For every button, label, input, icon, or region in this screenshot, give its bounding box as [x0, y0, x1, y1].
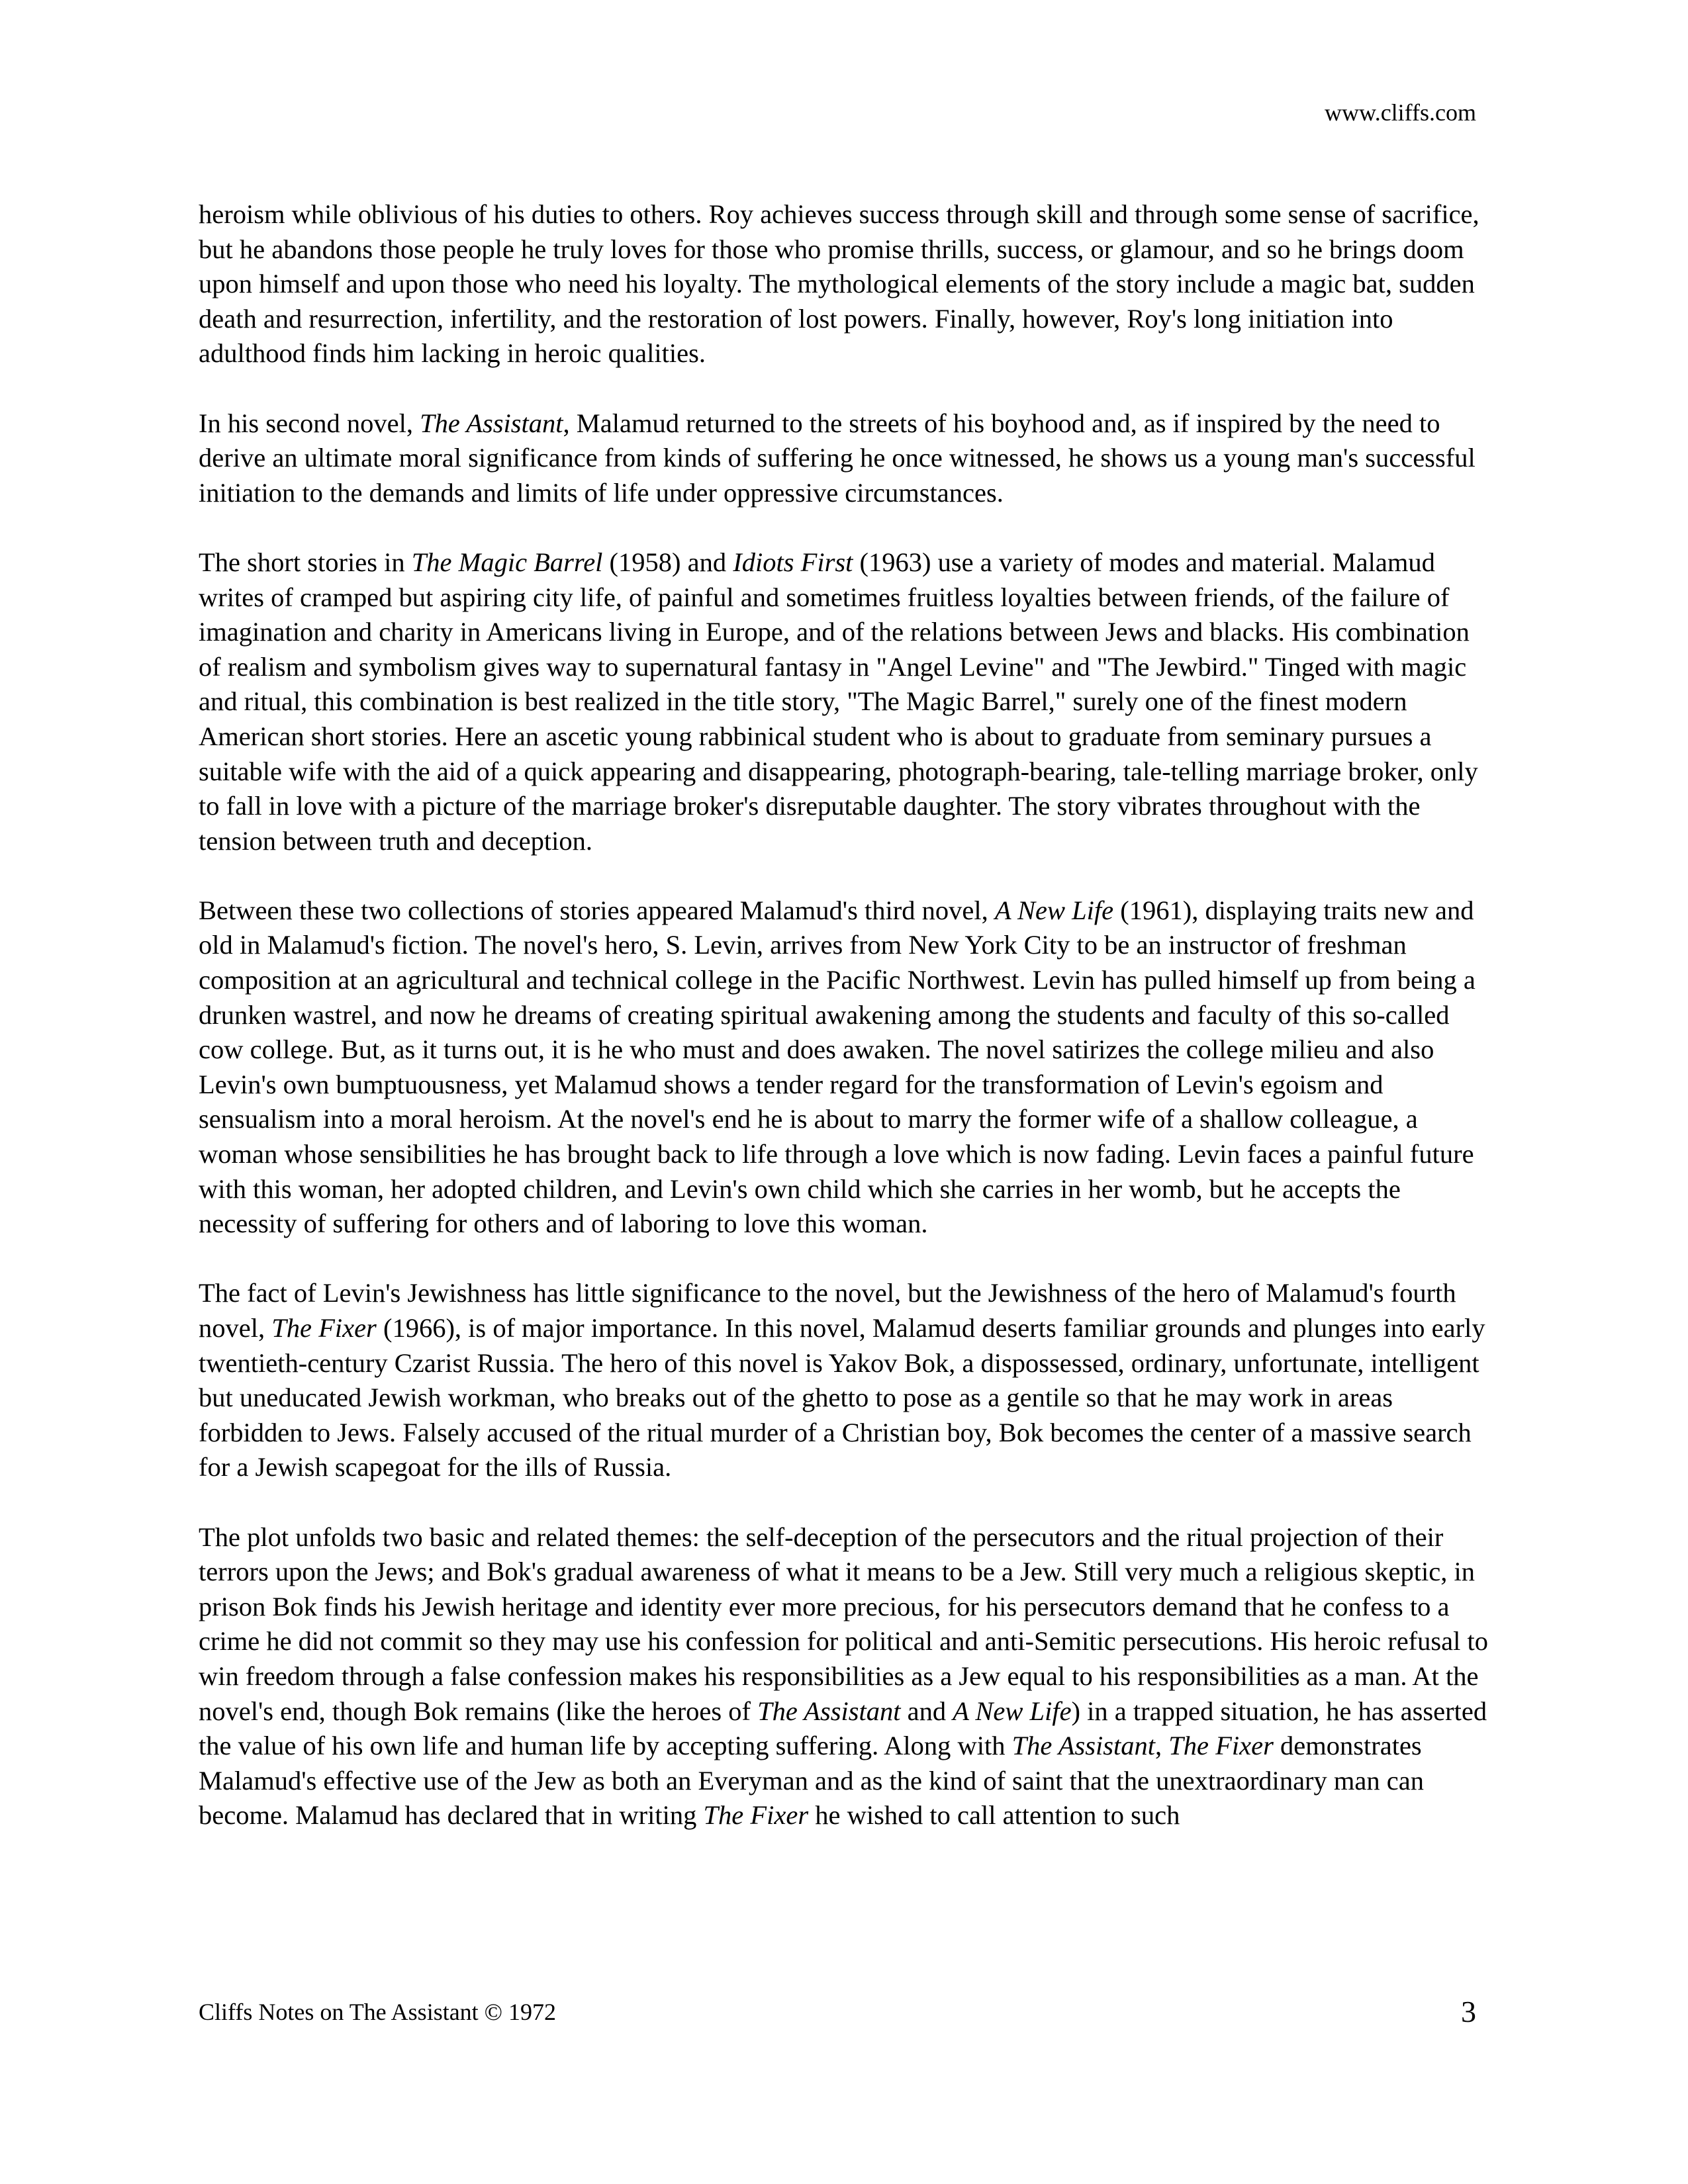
- text-run: and: [900, 1696, 953, 1726]
- text-run: (1958) and: [602, 547, 733, 577]
- book-title: A New Life: [953, 1696, 1072, 1726]
- text-run: In his second novel,: [199, 408, 420, 438]
- book-title: The Fixer: [1168, 1731, 1274, 1761]
- paragraph: [199, 545, 1489, 858]
- book-title: The Assistant: [420, 408, 563, 438]
- page-number: 3: [1461, 1995, 1476, 2028]
- text-run: , Malamud returned to the streets of his boyhood and, as if inspired by the need to derive an ultimate moral significance from kinds of suffering he once witnessed, he shows us a young man's successful initiation to the demands and limits of life under oppressive circumstances.: [199, 408, 1476, 508]
- book-title: The Assistant: [757, 1696, 901, 1726]
- book-title: A New Life: [994, 895, 1114, 925]
- book-title: The Assistant: [1011, 1731, 1156, 1761]
- book-title: Idiots First: [733, 547, 853, 577]
- text-run: (1966), is of major importance. In this novel, Malamud deserts familiar grounds and plunges into early twentieth-century Czarist Russia. The hero of this novel is Yakov Bok, a dispossessed, ordinary, unfortunate, intelligent but uneducated Jewish workman, who breaks out of the ghetto to pose as a gentile so that he may work in areas forbidden to Jews. Falsely accused of the ritual murder of a Christian boy, Bok becomes the center of a massive search for a Jewish scapegoat for the ills of Russia.: [199, 1313, 1485, 1482]
- text-run: ,: [1155, 1731, 1169, 1761]
- text-run: demonstrates Malamud's effective use of the Jew as both an Everyman and as the kind of saint that the unextraordinary man can become. Malamud has declared that in writing: [199, 1731, 1424, 1831]
- text-run: Between these two collections of stories appeared Malamud's third novel,: [199, 895, 995, 925]
- paragraph: [199, 197, 1489, 371]
- paragraph: [199, 1520, 1489, 1833]
- book-title: The Magic Barrel: [411, 547, 603, 577]
- paragraph: [199, 893, 1489, 1242]
- text-run: heroism while oblivious of his duties to others. Roy achieves success through skill and through some sense of sacrifice, but he abandons those people he truly loves for those who promise thrills, success, or glamour, and so he brings doom upon himself and upon those who need his loyalty. The mythological elements of the story include a magic bat, sudden death and resurrection, infertility, and the restoration of lost powers. Finally, however, Roy's long initiation into adulthood finds him lacking in heroic qualities.: [199, 199, 1479, 369]
- header-url: www.cliffs.com: [1325, 99, 1476, 126]
- footer-source: Cliffs Notes on The Assistant © 1972: [199, 1999, 557, 2025]
- article-body: [199, 197, 1489, 1833]
- text-run: The plot unfolds two basic and related themes: the self-deception of the persecutors and the ritual projection of their terrors upon the Jews; and Bok's gradual awareness of what it means to be a Jew. Still very much a religious skeptic, in prison Bok finds his Jewish heritage and identity ever more precious, for his persecutors demand that he confess to a crime he did not commit so they may use his confession for political and anti-Semitic persecutions. His heroic refusal to win freedom through a false confession makes his responsibilities as a Jew equal to his responsibilities as a man. At the novel's end, though Bok remains (like the heroes of: [199, 1522, 1489, 1726]
- text-run: The fact of Levin's Jewishness has little significance to the novel, but the Jewishness of the hero of Malamud's fourth novel,: [199, 1278, 1456, 1343]
- text-run: ) in a trapped situation, he has asserted the value of his own life and human life by accepting suffering. Along with: [199, 1696, 1487, 1761]
- book-title: The Fixer: [703, 1800, 809, 1831]
- text-run: The short stories in: [199, 547, 412, 577]
- book-title: The Fixer: [271, 1313, 377, 1343]
- text-run: he wished to call attention to such: [808, 1800, 1180, 1831]
- text-run: (1963) use a variety of modes and material. Malamud writes of cramped but aspiring city life, of painful and sometimes fruitless loyalties between friends, of the failure of imagination and charity in Americans living in Europe, and of the relations between Jews and blacks. His combination of realism and symbolism gives way to supernatural fantasy in "Angel Levine" and "The Jewbird." Tinged with magic and ritual, this combination is best realized in the title story, "The Magic Barrel," surely one of the finest modern American short stories. Here an ascetic young rabbinical student who is about to graduate from seminary pursues a suitable wife with the aid of a quick appearing and disappearing, photograph-bearing, tale-telling marriage broker, only to fall in love with a picture of the marriage broker's disreputable daughter. The story vibrates throughout with the tension between truth and deception.: [199, 547, 1478, 856]
- paragraph: [199, 1276, 1489, 1485]
- paragraph: [199, 406, 1489, 511]
- text-run: (1961), displaying traits new and old in Malamud's fiction. The novel's hero, S. Levin, arrives from New York City to be an instructor of freshman composition at an agricultural and technical college in the Pacific Northwest. Levin has pulled himself up from being a drunken wastrel, and now he dreams of creating spiritual awakening among the students and faculty of this so-called cow college. But, as it turns out, it is he who must and does awaken. The novel satirizes the college milieu and also Levin's own bumptuousness, yet Malamud shows a tender regard for the transformation of Levin's egoism and sensualism into a moral heroism. At the novel's end he is about to marry the former wife of a shallow colleague, a woman whose sensibilities he has brought back to life through a love which is now fading. Levin faces a painful future with this woman, her adopted children, and Levin's own child which she carries in her womb, but he accepts the necessity of suffering for others and of laboring to love this woman.: [199, 895, 1476, 1239]
